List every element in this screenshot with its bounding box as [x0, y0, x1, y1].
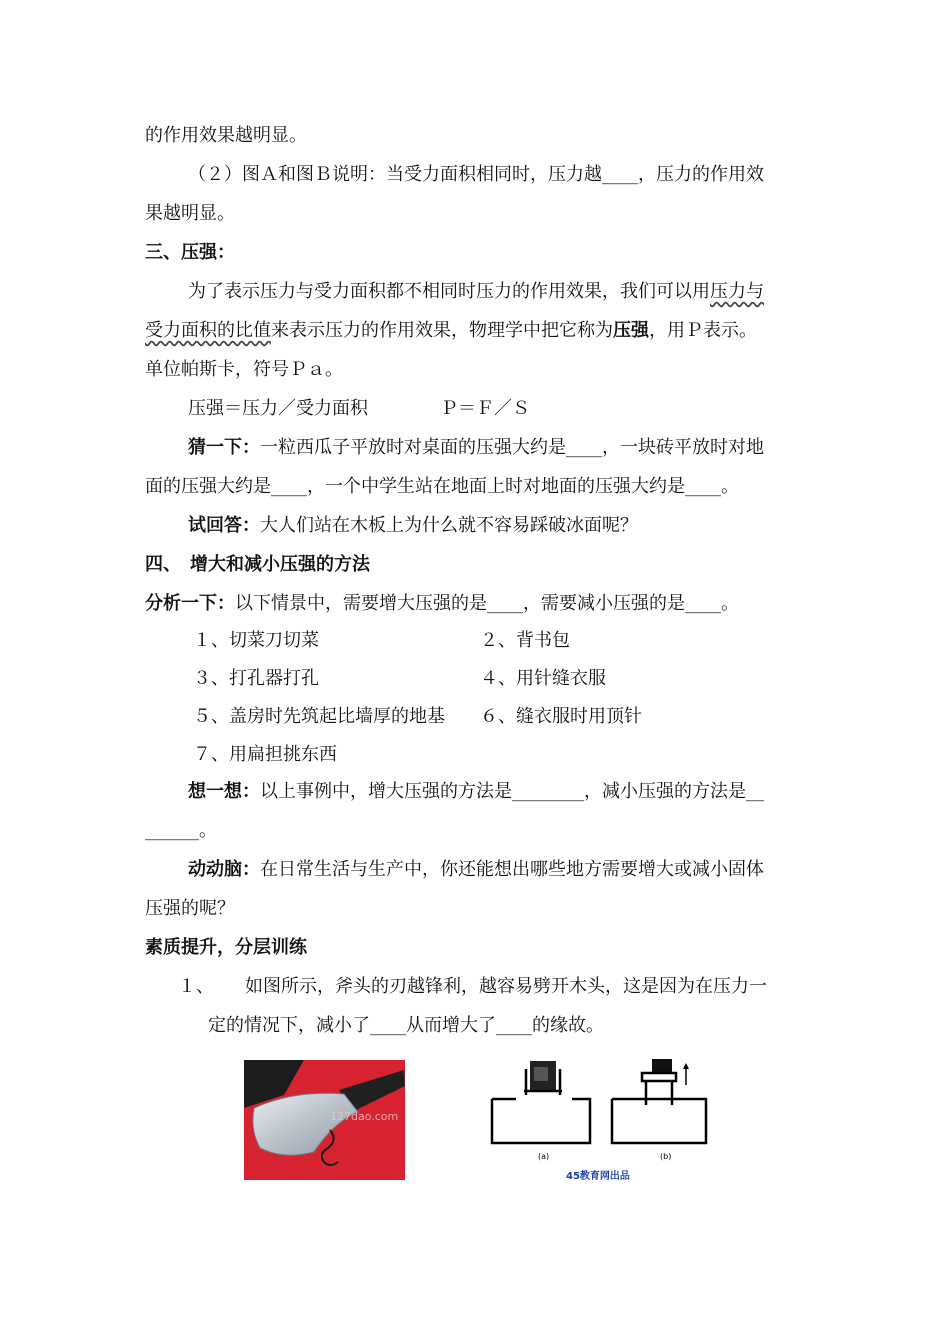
text-line: 压强的呢？ — [145, 898, 235, 919]
brain-label: 动动脑： — [188, 859, 260, 880]
text-line: 面的压强大约是____，一个中学生站在地面上时对地面的压强大约是____。 — [145, 476, 739, 497]
question-number: １、 — [178, 976, 214, 997]
text-line: 单位帕斯卡，符号Ｐａ。 — [145, 359, 343, 380]
inverted-table-top — [642, 1073, 676, 1081]
guess-line — [188, 436, 764, 460]
formula-symbol: Ｐ＝Ｆ／Ｓ — [440, 398, 530, 419]
text-span: 以上事例中，增大压强的方法是________，减小压强的方法是__ — [260, 781, 764, 802]
wavy-underlined-text: 压力与 — [710, 281, 764, 302]
list-item: ３、打孔器打孔 — [193, 668, 319, 689]
text-line: （２）图Ａ和图Ｂ说明：当受力面积相同时，压力越____，压力的作用效 — [188, 164, 764, 185]
sand-box — [612, 1099, 706, 1143]
axe-photo — [244, 1060, 405, 1180]
text-span: ，用Ｐ表示。 — [649, 320, 757, 341]
think-label: 想一想： — [188, 781, 260, 802]
text-line: 的作用效果越明显。 — [145, 125, 307, 146]
paragraph-line — [145, 319, 757, 343]
text-span: 大人们站在木板上为什么就不容易踩破冰面呢？ — [260, 515, 638, 536]
list-item: ５、盖房时先筑起比墙厚的地基 — [193, 706, 445, 727]
section-heading: 三、压强： — [145, 242, 235, 263]
try-line — [188, 514, 638, 538]
label-a: (a) — [538, 1152, 550, 1161]
depth-arrow-head — [683, 1063, 689, 1069]
text-span: 以下情景中，需要增大压强的是____，需要减小压强的是____。 — [235, 593, 739, 614]
try-label: 试回答： — [188, 515, 260, 536]
list-item: ２、背书包 — [480, 630, 570, 651]
text-span: 在日常生活与生产中，你还能想出哪些地方需要增大或减小固体 — [260, 859, 764, 880]
credit-text: 45教育网出品 — [566, 1171, 630, 1182]
weight-detail — [534, 1067, 548, 1081]
watermark: 127dao.com — [330, 1110, 399, 1123]
list-item: ６、缝衣服时用顶针 — [480, 706, 642, 727]
section-heading: 素质提升，分层训练 — [145, 937, 307, 958]
bold-term: 压强 — [613, 320, 649, 341]
text-span: 来表示压力的作用效果，物理学中把它称为 — [271, 320, 613, 341]
paragraph-line — [188, 280, 764, 304]
guess-label: 猜一下： — [188, 437, 260, 458]
analyze-line — [145, 592, 739, 616]
analyze-label: 分析一下： — [145, 593, 235, 614]
text-line: ______。 — [145, 820, 217, 841]
list-item: ４、用针缝衣服 — [480, 668, 606, 689]
brain-line — [188, 858, 764, 882]
question-text: 如图所示，斧头的刃越锋利，越容易劈开木头，这是因为在压力一 — [245, 976, 767, 997]
weight-block — [652, 1059, 672, 1073]
pressure-diagram — [486, 1055, 708, 1185]
diagram-a — [492, 1061, 590, 1161]
diagram-b — [612, 1059, 706, 1161]
text-line: 果越明显。 — [145, 203, 235, 224]
formula-words: 压强＝压力／受力面积 — [188, 398, 368, 419]
label-b: (b) — [660, 1152, 672, 1161]
text-span: 一粒西瓜子平放时对桌面的压强大约是____，一块砖平放时对地 — [260, 437, 764, 458]
question-text: 定的情况下，减小了____从而增大了____的缘故。 — [208, 1015, 604, 1036]
think-line — [188, 780, 764, 804]
section-heading: 四、 增大和减小压强的方法 — [145, 554, 370, 575]
text-span: 为了表示压力与受力面积都不相同时压力的作用效果，我们可以用 — [188, 281, 710, 302]
list-item: １、切菜刀切菜 — [193, 630, 319, 651]
wavy-underlined-text: 受力面积的比值 — [145, 320, 271, 341]
sand-box — [492, 1099, 590, 1143]
list-item: ７、用扁担挑东西 — [193, 744, 337, 765]
